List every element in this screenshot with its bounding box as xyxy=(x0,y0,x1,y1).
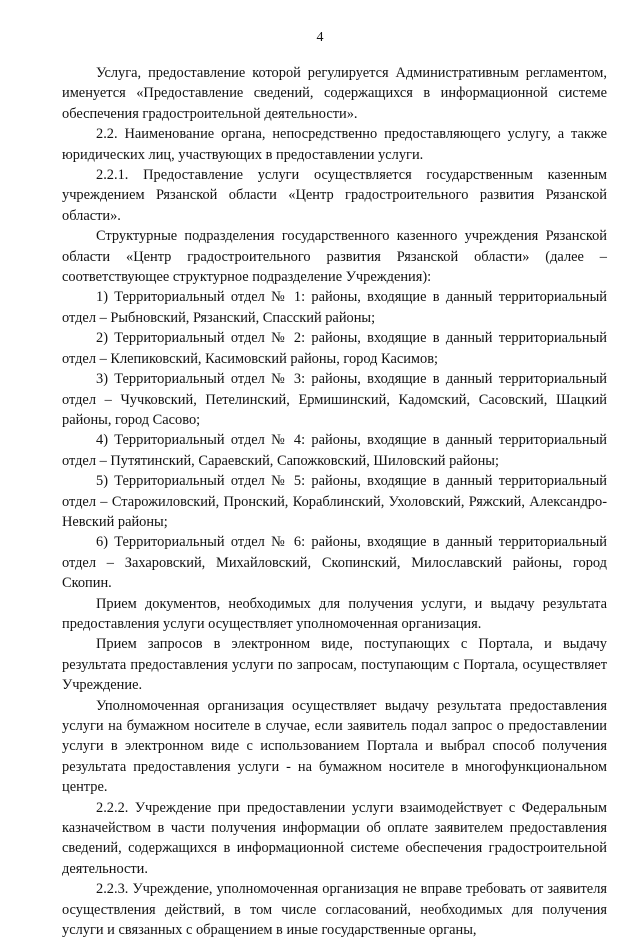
list-item-department-5: 5) Территориальный отдел № 5: районы, входящие в данный территориальный отдел – Старожиловский, Пронский, Кораблинский, Ухоловский, Ряжский, Александро-Невский районы; xyxy=(62,473,607,530)
paragraph-structural-divisions: Структурные подразделения государственного казенного учреждения Рязанской области «Центр градостроительного развития Рязанской области» (далее – соответствующее структурное подразделение Учреждения): xyxy=(62,228,607,286)
page-number: 4 xyxy=(316,30,324,45)
list-item-department-6: 6) Территориальный отдел № 6: районы, входящие в данный территориальный отдел – Захаровский, Михайловский, Скопинский, Милославский районы, город Скопин. xyxy=(62,534,607,592)
list-item-department-4: 4) Территориальный отдел № 4: районы, входящие в данный территориальный отдел – Путятинский, Сараевский, Сапожковский, Шиловский районы; xyxy=(62,432,607,469)
document-body xyxy=(62,63,607,940)
paragraph-service-name: Услуга, предоставление которой регулируется Административным регламентом, именуется «Предоставление сведений, содержащихся в информационной системе обеспечения градостроительной деятельности». xyxy=(62,65,607,122)
list-item-department-2: 2) Территориальный отдел № 2: районы, входящие в данный территориальный отдел – Клепиковский, Касимовский районы, город Касимов; xyxy=(62,330,607,367)
list-item-department-3: 3) Территориальный отдел № 3: районы, входящие в данный территориальный отдел – Чучковский, Петелинский, Ермишинский, Кадомский, Сасовский, Шацкий районы, город Сасово; xyxy=(62,371,607,428)
paragraph-paper-delivery: Уполномоченная организация осуществляет выдачу результата предоставления услуги на бумажном носителе в случае, если заявитель подал запрос о предоставлении услуги в электронном виде с использованием Портала и выбрал способ получения результата предоставления услуги - на бумажном носителе в многофункциональном центре. xyxy=(62,697,607,796)
paragraph-document-reception: Прием документов, необходимых для получения услуги, и выдачу результата предоставления услуги осуществляет уполномоченная организация. xyxy=(62,595,607,632)
list-item-department-1: 1) Территориальный отдел № 1: районы, входящие в данный территориальный отдел – Рыбновский, Рязанский, Спасский районы; xyxy=(62,289,607,326)
paragraph-electronic-requests: Прием запросов в электронном виде, поступающих с Портала, и выдачу результата предоставления услуги по запросам, поступающим с Портала, осуществляет Учреждение. xyxy=(62,636,607,694)
paragraph-2-2-2: 2.2.2. Учреждение при предоставлении услуги взаимодействует с Федеральным казначейством в части получения информации об оплате заявителем предоставления сведений, содержащихся в информационной системе обеспечения градостроительной деятельности. xyxy=(62,799,607,877)
paragraph-2-2-3: 2.2.3. Учреждение, уполномоченная организация не вправе требовать от заявителя осуществления действий, в том числе согласований, необходимых для получения услуги и связанных с обращением в иные государственные органы, xyxy=(62,881,607,939)
paragraph-2-2-1: 2.2.1. Предоставление услуги осуществляется государственным казенным учреждением Рязанской области «Центр градостроительного развития Рязанской области». xyxy=(62,167,607,224)
paragraph-2-2-heading: 2.2. Наименование органа, непосредственно предоставляющего услугу, а также юридических лиц, участвующих в предоставлении услуги. xyxy=(62,126,607,163)
